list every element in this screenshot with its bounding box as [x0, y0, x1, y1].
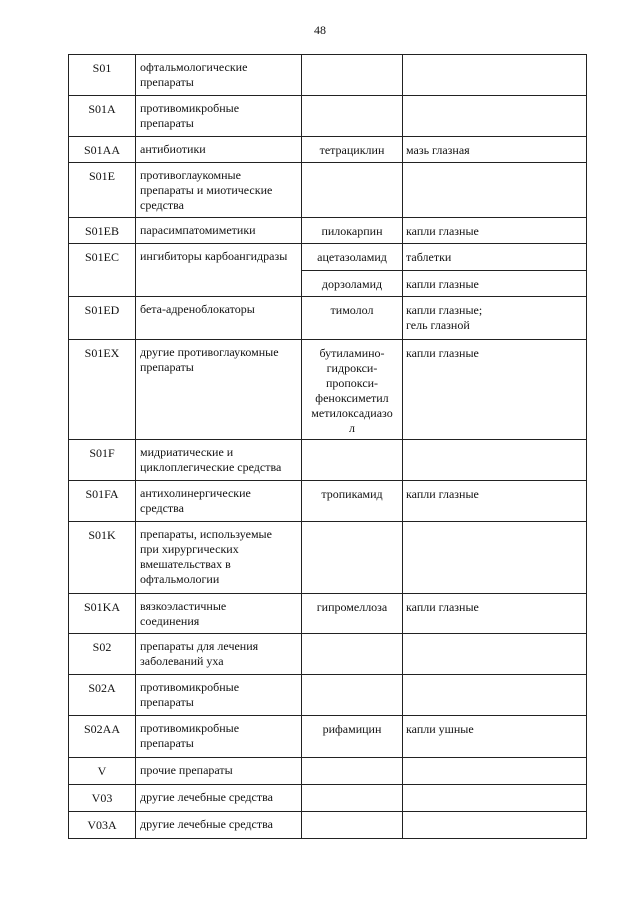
atc-code-cell: S01AA [69, 137, 136, 163]
drug-name-cell [302, 137, 403, 163]
dosage-form-cell [403, 812, 587, 839]
dosage-form-cell-text: таблетки [406, 250, 452, 264]
anatomical-therapeutic-group-cell [136, 675, 302, 716]
table-row [69, 137, 587, 163]
dosage-form-cell [403, 716, 587, 758]
table-row [69, 340, 587, 440]
anatomical-therapeutic-group-cell-text: мидриатические и [140, 445, 234, 459]
anatomical-therapeutic-group-cell-text: противомикробные [140, 721, 240, 735]
table-row [69, 163, 587, 218]
anatomical-therapeutic-group-cell-text: другие противоглаукомные [140, 345, 279, 359]
anatomical-therapeutic-group-cell-text: антибиотики [140, 142, 206, 156]
dosage-form-cell [403, 244, 587, 271]
anatomical-therapeutic-group-cell-text: противомикробные [140, 680, 240, 694]
anatomical-therapeutic-group-cell-text: противомикробные [140, 101, 240, 115]
dosage-form-cell-text: капли глазные [406, 224, 479, 238]
anatomical-therapeutic-group-cell-text: препараты [140, 116, 194, 130]
drug-name-cell [302, 785, 403, 812]
atc-code-cell: S01F [69, 440, 136, 481]
atc-code-cell: S01E [69, 163, 136, 218]
anatomical-therapeutic-group-cell-text: препараты для лечения [140, 639, 259, 653]
anatomical-therapeutic-group-cell [136, 55, 302, 96]
drug-name-cell-text: тимолол [330, 303, 374, 317]
drug-name-cell [302, 218, 403, 244]
drug-name-cell [302, 271, 403, 297]
anatomical-therapeutic-group-cell-text: вязкоэластичные [140, 599, 227, 613]
anatomical-therapeutic-group-cell-text: другие лечебные средства [140, 790, 273, 804]
table-row [69, 96, 587, 137]
table-body [69, 55, 587, 839]
dosage-form-cell [403, 271, 587, 297]
anatomical-therapeutic-group-cell-text: препараты и миотические [140, 183, 273, 197]
table-row [69, 758, 587, 785]
drug-name-cell [302, 297, 403, 340]
atc-code-cell: S01EC [69, 244, 136, 297]
dosage-form-cell [403, 340, 587, 440]
dosage-form-cell [403, 634, 587, 675]
table-row [69, 812, 587, 839]
atc-code-cell: S02 [69, 634, 136, 675]
dosage-form-cell [403, 594, 587, 634]
drug-classification-table [68, 54, 587, 839]
atc-code-cell: V [69, 758, 136, 785]
anatomical-therapeutic-group-cell-text: препараты [140, 695, 194, 709]
drug-name-cell [302, 758, 403, 785]
table-row [69, 634, 587, 675]
anatomical-therapeutic-group-cell-text: препараты [140, 75, 194, 89]
dosage-form-cell-text: мазь глазная [406, 143, 470, 157]
atc-code-cell: S01KA [69, 594, 136, 634]
drug-name-cell [302, 163, 403, 218]
drug-name-cell [302, 96, 403, 137]
anatomical-therapeutic-group-cell-text: вмешательствах в [140, 557, 231, 571]
dosage-form-cell-text: капли глазные; [406, 303, 483, 317]
dosage-form-cell [403, 218, 587, 244]
drug-name-cell [302, 594, 403, 634]
drug-name-cell-text: л [349, 421, 355, 435]
anatomical-therapeutic-group-cell [136, 137, 302, 163]
table-row [69, 244, 587, 271]
anatomical-therapeutic-group-cell-text: средства [140, 501, 185, 515]
drug-name-cell [302, 340, 403, 440]
atc-code-cell: S02A [69, 675, 136, 716]
drug-name-cell [302, 244, 403, 271]
table-row [69, 55, 587, 96]
drug-name-cell [302, 675, 403, 716]
table-row [69, 785, 587, 812]
drug-name-cell-text: гидрокси- [326, 361, 378, 375]
anatomical-therapeutic-group-cell [136, 522, 302, 594]
table-row [69, 218, 587, 244]
table-row [69, 522, 587, 594]
drug-name-cell [302, 481, 403, 522]
anatomical-therapeutic-group-cell [136, 297, 302, 340]
anatomical-therapeutic-group-cell [136, 812, 302, 839]
dosage-form-cell-text: капли глазные [406, 487, 479, 501]
table-row [69, 594, 587, 634]
drug-name-cell [302, 55, 403, 96]
anatomical-therapeutic-group-cell [136, 163, 302, 218]
dosage-form-cell [403, 96, 587, 137]
anatomical-therapeutic-group-cell [136, 244, 302, 297]
anatomical-therapeutic-group-cell-text: офтальмологические [140, 60, 248, 74]
dosage-form-cell [403, 785, 587, 812]
dosage-form-cell [403, 297, 587, 340]
atc-code-cell: V03 [69, 785, 136, 812]
atc-code-cell: S01ED [69, 297, 136, 340]
drug-name-cell [302, 716, 403, 758]
table-row [69, 481, 587, 522]
anatomical-therapeutic-group-cell-text: циклоплегические средства [140, 460, 282, 474]
dosage-form-cell [403, 481, 587, 522]
atc-code-cell: S01EB [69, 218, 136, 244]
page-number: 48 [314, 23, 326, 37]
dosage-form-cell-text: капли ушные [406, 722, 474, 736]
drug-name-cell-text: дорзоламид [321, 277, 383, 291]
table-row [69, 297, 587, 340]
anatomical-therapeutic-group-cell-text: парасимпатомиметики [140, 223, 256, 237]
anatomical-therapeutic-group-cell [136, 96, 302, 137]
table-row [69, 716, 587, 758]
drug-name-cell-text: пилокарпин [321, 224, 383, 238]
anatomical-therapeutic-group-cell [136, 785, 302, 812]
anatomical-therapeutic-group-cell-text: заболеваний уха [140, 654, 224, 668]
anatomical-therapeutic-group-cell-text: препараты [140, 360, 194, 374]
dosage-form-cell [403, 675, 587, 716]
anatomical-therapeutic-group-cell-text: соединения [140, 614, 200, 628]
atc-code-cell: S01K [69, 522, 136, 594]
drug-name-cell-text: тропикамид [321, 487, 383, 501]
atc-code-cell: S01 [69, 55, 136, 96]
anatomical-therapeutic-group-cell-text: ингибиторы карбоангидразы [140, 249, 288, 263]
dosage-form-cell-text: капли глазные [406, 277, 479, 291]
drug-name-cell-text: ацетазоламид [317, 250, 387, 264]
anatomical-therapeutic-group-cell [136, 634, 302, 675]
anatomical-therapeutic-group-cell [136, 594, 302, 634]
anatomical-therapeutic-group-cell-text: прочие препараты [140, 763, 233, 777]
anatomical-therapeutic-group-cell-text: средства [140, 198, 185, 212]
dosage-form-cell-text: гель глазной [406, 318, 470, 332]
drug-name-cell [302, 634, 403, 675]
anatomical-therapeutic-group-cell-text: офтальмологии [140, 572, 220, 586]
atc-code-cell: V03A [69, 812, 136, 839]
drug-name-cell [302, 812, 403, 839]
drug-name-cell-text: пропокси- [325, 376, 379, 390]
anatomical-therapeutic-group-cell-text: препараты, используемые [140, 527, 272, 541]
dosage-form-cell [403, 522, 587, 594]
drug-name-cell-text: тетрациклин [319, 143, 385, 157]
atc-code-cell: S01EX [69, 340, 136, 440]
atc-code-cell: S01A [69, 96, 136, 137]
table-row [69, 440, 587, 481]
drug-name-cell [302, 522, 403, 594]
drug-name-cell-text: гипромеллоза [316, 600, 388, 614]
drug-name-cell [302, 440, 403, 481]
dosage-form-cell [403, 55, 587, 96]
drug-name-cell-text: бутиламино- [319, 346, 385, 360]
table-row [69, 675, 587, 716]
drug-name-cell-text: метилоксадиазо [311, 406, 393, 420]
anatomical-therapeutic-group-cell-text: при хирургических [140, 542, 239, 556]
anatomical-therapeutic-group-cell [136, 440, 302, 481]
dosage-form-cell [403, 758, 587, 785]
atc-code-cell: S01FA [69, 481, 136, 522]
anatomical-therapeutic-group-cell-text: антихолинергические [140, 486, 251, 500]
anatomical-therapeutic-group-cell [136, 218, 302, 244]
anatomical-therapeutic-group-cell-text: препараты [140, 736, 194, 750]
drug-name-cell-text: рифамицин [322, 722, 382, 736]
anatomical-therapeutic-group-cell-text: противоглаукомные [140, 168, 241, 182]
anatomical-therapeutic-group-cell [136, 340, 302, 440]
anatomical-therapeutic-group-cell [136, 758, 302, 785]
anatomical-therapeutic-group-cell [136, 481, 302, 522]
drug-name-cell-text: феноксиметил [315, 391, 389, 405]
dosage-form-cell [403, 163, 587, 218]
anatomical-therapeutic-group-cell-text: другие лечебные средства [140, 817, 273, 831]
anatomical-therapeutic-group-cell-text: бета-адреноблокаторы [140, 302, 255, 316]
dosage-form-cell [403, 440, 587, 481]
anatomical-therapeutic-group-cell [136, 716, 302, 758]
atc-code-cell: S02AA [69, 716, 136, 758]
dosage-form-cell-text: капли глазные [406, 600, 479, 614]
dosage-form-cell-text: капли глазные [406, 346, 479, 360]
dosage-form-cell [403, 137, 587, 163]
